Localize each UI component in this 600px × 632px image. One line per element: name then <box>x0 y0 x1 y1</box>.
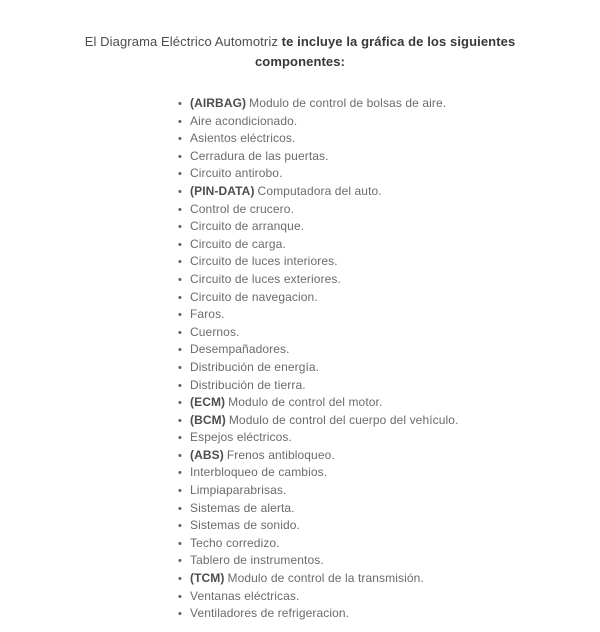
item-text: Frenos antibloqueo. <box>226 447 335 462</box>
list-item <box>178 517 600 535</box>
bullet-icon: • <box>178 150 182 163</box>
bullet-icon: • <box>178 203 182 216</box>
list-item <box>178 165 600 183</box>
item-prefix: (AIRBAG) <box>190 96 247 110</box>
item-text: Asientos eléctricos. <box>190 131 296 146</box>
item-text: Desempañadores. <box>190 342 290 357</box>
list-item <box>178 394 600 412</box>
bullet-icon: • <box>178 344 182 357</box>
page-title <box>84 32 516 72</box>
bullet-icon: • <box>178 467 182 480</box>
bullet-icon: • <box>178 221 182 234</box>
item-text: Control de crucero. <box>190 201 294 216</box>
item-text: Ventanas eléctricas. <box>190 588 300 603</box>
item-text: Distribución de tierra. <box>190 377 306 392</box>
bullet-icon: • <box>178 397 182 410</box>
bullet-icon: • <box>178 379 182 392</box>
item-prefix: (ABS) <box>190 447 224 462</box>
bullet-icon: • <box>178 133 182 146</box>
item-text: Limpiaparabrisas. <box>190 483 287 498</box>
item-text: Circuito de luces exteriores. <box>190 271 341 286</box>
item-text: Circuito de luces interiores. <box>190 254 338 269</box>
list-item <box>178 183 600 201</box>
list-item <box>178 359 600 377</box>
item-text: Ventiladores de refrigeracion. <box>190 606 350 621</box>
list-item <box>178 464 600 482</box>
bullet-icon: • <box>178 309 182 322</box>
list-item <box>178 253 600 271</box>
item-prefix: (BCM) <box>190 412 226 427</box>
list-item <box>178 482 600 500</box>
list-item <box>178 500 600 518</box>
list-item <box>178 605 600 623</box>
list-item <box>178 201 600 219</box>
list-item <box>178 377 600 395</box>
bullet-icon: • <box>178 432 182 445</box>
list-item <box>178 236 600 254</box>
list-item <box>178 412 600 430</box>
bullet-icon: • <box>178 273 182 286</box>
list-item <box>178 552 600 570</box>
list-item <box>178 148 600 166</box>
item-text: Sistemas de alerta. <box>190 500 295 515</box>
list-item <box>178 271 600 289</box>
item-text: Distribución de energía. <box>190 359 320 374</box>
item-text: Modulo de control de bolsas de aire. <box>249 96 447 110</box>
item-text: Circuito antirobo. <box>190 166 283 181</box>
list-item <box>178 535 600 553</box>
item-text: Sistemas de sonido. <box>190 518 300 533</box>
bullet-icon: • <box>178 98 182 110</box>
list-item <box>178 324 600 342</box>
bullet-icon: • <box>178 502 182 515</box>
bullet-icon: • <box>178 608 182 621</box>
bullet-icon: • <box>178 361 182 374</box>
bullet-icon: • <box>178 291 182 304</box>
list-item <box>178 113 600 131</box>
bullet-icon: • <box>178 256 182 269</box>
bullet-icon: • <box>178 573 182 586</box>
title-regular: El Diagrama Eléctrico Automotriz <box>84 34 282 49</box>
item-text: Techo corredizo. <box>190 535 280 550</box>
item-text: Circuito de arranque. <box>190 219 305 234</box>
item-text: Circuito de carga. <box>190 236 286 251</box>
bullet-icon: • <box>178 238 182 251</box>
bullet-icon: • <box>178 520 182 533</box>
item-prefix: (PIN-DATA) <box>190 183 255 198</box>
list-item <box>178 570 600 588</box>
list-item <box>178 218 600 236</box>
bullet-icon: • <box>178 414 182 427</box>
title-bold: te incluye la gráfica de los siguientes componentes: <box>254 34 516 69</box>
bullet-icon: • <box>178 485 182 498</box>
item-text: Computadora del auto. <box>257 183 382 198</box>
item-text: Espejos eléctricos. <box>190 430 292 445</box>
item-prefix: (TCM) <box>190 571 225 586</box>
bullet-icon: • <box>178 590 182 603</box>
list-item <box>178 341 600 359</box>
list-item <box>178 447 600 465</box>
components-list <box>178 95 600 623</box>
list-item <box>178 588 600 606</box>
item-text: Tablero de instrumentos. <box>190 553 324 568</box>
list-item <box>178 429 600 447</box>
bullet-icon: • <box>178 537 182 550</box>
page <box>0 32 600 632</box>
list-item <box>178 130 600 148</box>
bullet-icon: • <box>178 449 182 462</box>
item-text: Cuernos. <box>190 324 240 339</box>
item-text: Modulo de control de la transmisión. <box>227 571 424 586</box>
list-item <box>178 306 600 324</box>
item-text: Circuito de navegacion. <box>190 289 318 304</box>
item-text: Aire acondicionado. <box>190 113 298 128</box>
item-text: Modulo de control del cuerpo del vehículo. <box>228 412 459 427</box>
bullet-icon: • <box>178 115 182 128</box>
bullet-icon: • <box>178 555 182 568</box>
bullet-icon: • <box>178 185 182 198</box>
item-text: Interbloqueo de cambios. <box>190 465 328 480</box>
bullet-icon: • <box>178 168 182 181</box>
item-prefix: (ECM) <box>190 395 226 410</box>
item-text: Cerradura de las puertas. <box>190 148 329 163</box>
list-item <box>178 289 600 307</box>
item-text: Modulo de control del motor. <box>228 395 383 410</box>
bullet-icon: • <box>178 326 182 339</box>
item-text: Faros. <box>190 307 225 322</box>
list-item <box>178 95 600 113</box>
